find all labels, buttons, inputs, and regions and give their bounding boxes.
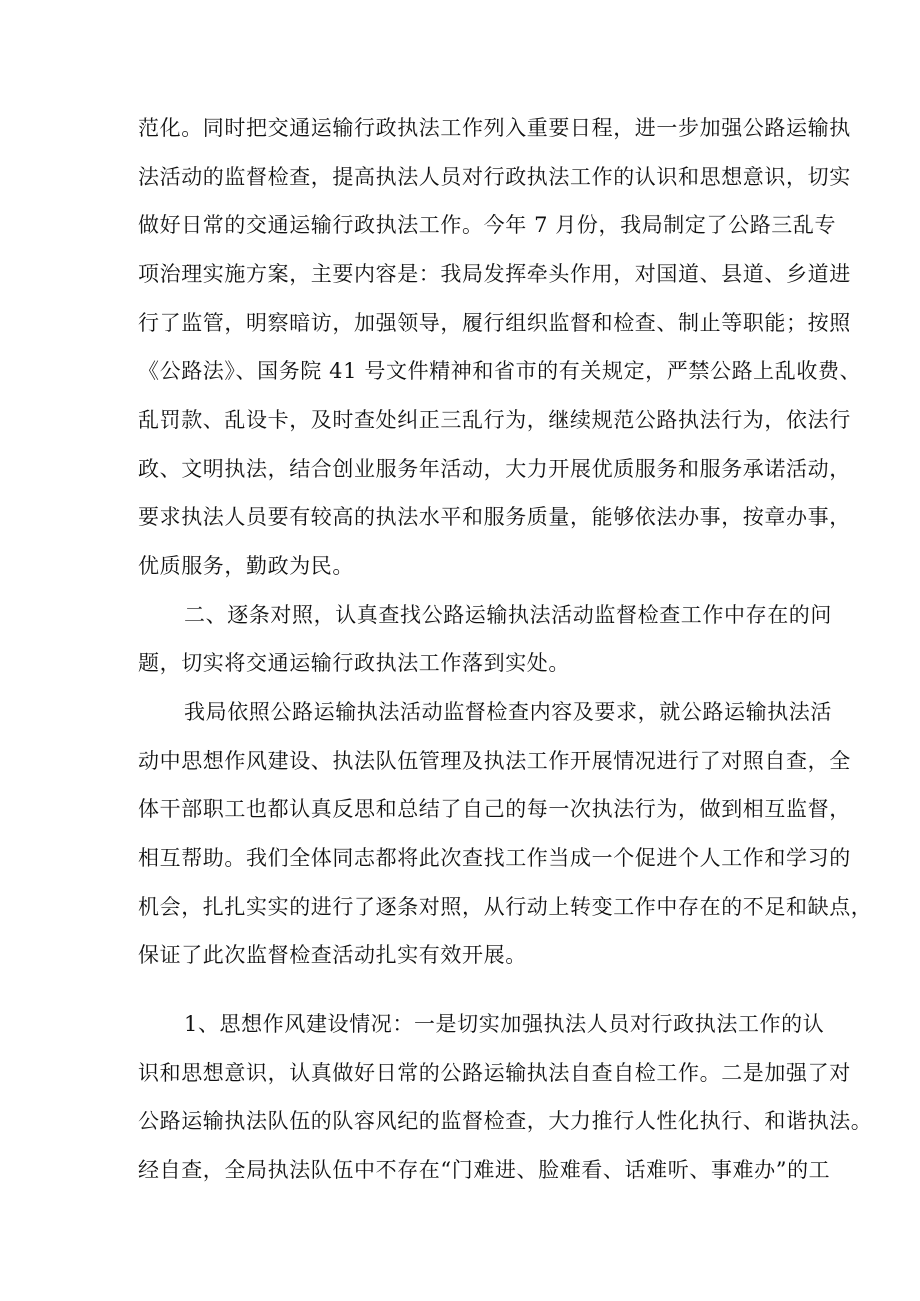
text-line: 我局依照公路运输执法活动监督检查内容及要求，就公路运输执法活 [184,700,832,724]
section-heading-line: 题，切实将交通运输行政执法工作落到实处。 [138,651,570,675]
text-line: 优质服务，勤政为民。 [138,554,354,578]
text-line: 公路运输执法队伍的队容风纪的监督检查，大力推行人性化执行、和谐执法。 [138,1109,873,1133]
section-heading-line: 二、逐条对照，认真查找公路运输执法活动监督检查工作中存在的问 [184,603,832,627]
text-line: 行了监管，明察暗访，加强领导，履行组织监督和检查、制止等职能；按照 [138,311,851,335]
text-line: 体干部职工也都认真反思和总结了自己的每一次执法行为，做到相互监督， [138,797,851,821]
text-line: 做好日常的交通运输行政执法工作。今年 7 月份，我局制定了公路三乱专 [138,213,837,237]
text-line: 经自查，全局执法队伍中不存在“门难进、脸难看、话难听、事难办”的工 [138,1158,831,1182]
text-line: 项治理实施方案，主要内容是：我局发挥牵头作用，对国道、县道、乡道进 [138,262,851,286]
text-line: 要求执法人员要有较高的执法水平和服务质量，能够依法办事，按章办事， [138,505,851,529]
text-line: 范化。同时把交通运输行政执法工作列入重要日程，进一步加强公路运输执 [138,116,851,140]
text-line: 1、思想作风建设情况：一是切实加强执法人员对行政执法工作的认 [184,1012,825,1036]
text-line: 识和思想意识，认真做好日常的公路运输执法自查自检工作。二是加强了对 [138,1061,851,1085]
text-line: 法活动的监督检查，提高执法人员对行政执法工作的认识和思想意识，切实 [138,165,851,189]
text-line: 《公路法》、国务院 41 号文件精神和省市的有关规定，严禁公路上乱收费、 [138,359,862,383]
text-line: 相互帮助。我们全体同志都将此次查找工作当成一个促进个人工作和学习的 [138,846,851,870]
text-line: 政、文明执法，结合创业服务年活动，大力开展优质服务和服务承诺活动， [138,457,851,481]
text-line: 机会，扎扎实实的进行了逐条对照，从行动上转变工作中存在的不足和缺点， [138,895,873,919]
text-line: 乱罚款、乱设卡，及时查处纠正三乱行为，继续规范公路执法行为，依法行 [138,408,851,432]
text-line: 保证了此次监督检查活动扎实有效开展。 [138,943,527,967]
text-line: 动中思想作风建设、执法队伍管理及执法工作开展情况进行了对照自查，全 [138,749,851,773]
